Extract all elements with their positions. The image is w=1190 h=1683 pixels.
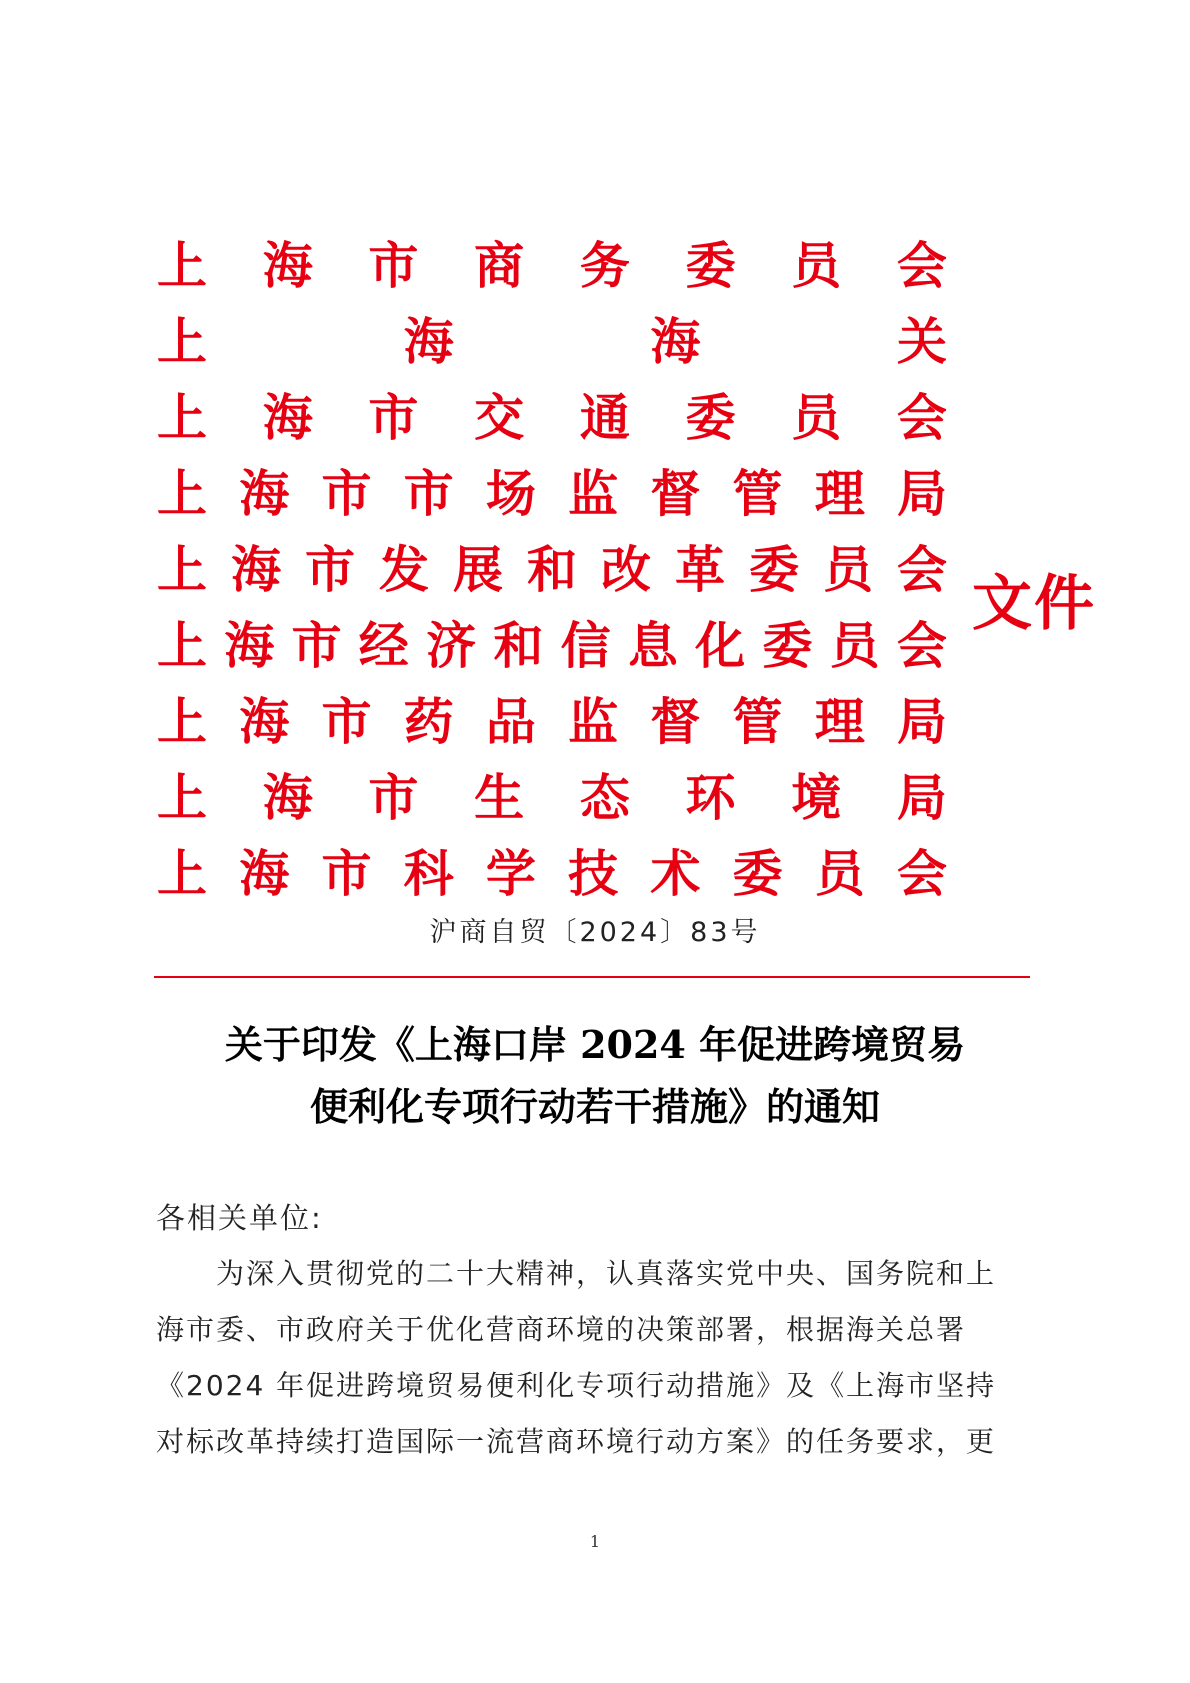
issuer-char: 会 [896,388,947,447]
issuer-char: 改 [601,540,651,599]
issuer-char: 经 [358,616,409,675]
issuer-char: 市 [321,844,372,903]
issuer-char: 上 [157,616,207,675]
issuer-char: 市 [368,388,419,447]
issuer-char: 场 [485,464,536,523]
issuer-char: 务 [579,236,630,295]
issuer-char: 海 [262,236,313,295]
body-text [156,1246,1036,1470]
issuer-char: 信 [560,616,611,675]
issuer-char: 监 [568,692,619,751]
issuer-row [157,836,947,912]
issuer-char: 管 [732,692,783,751]
issuer-char: 态 [579,768,630,827]
issuer-char: 交 [474,388,525,447]
issuer-char: 市 [368,768,419,827]
red-divider [154,976,1030,978]
issuer-char: 科 [403,844,454,903]
issuer-char: 监 [568,464,619,523]
issuer-char: 上 [157,388,207,447]
issuer-char: 环 [685,768,736,827]
issuer-char: 学 [485,844,536,903]
issuer-char: 革 [675,540,725,599]
issuing-agencies [157,228,947,912]
issuer-char: 管 [732,464,783,523]
issuer-char: 会 [896,844,947,903]
issuer-char: 上 [157,540,207,599]
document-title [0,1014,1190,1138]
issuer-char: 理 [814,692,865,751]
issuer-char: 市 [321,464,372,523]
issuer-char: 市 [321,692,372,751]
page-number: 1 [589,1532,601,1551]
issuer-char: 药 [403,692,454,751]
issuer-char: 市 [403,464,454,523]
issuer-row [157,380,947,456]
issuer-char: 上 [157,464,207,523]
issuer-char: 员 [823,540,873,599]
issuer-char: 生 [474,768,525,827]
issuer-char: 委 [685,388,736,447]
issuer-char: 技 [568,844,619,903]
issuer-char: 济 [426,616,477,675]
issuer-char: 海 [262,388,313,447]
issuer-char: 品 [485,692,536,751]
issuer-char: 员 [829,616,880,675]
issuer-char: 海 [262,768,313,827]
issuer-row [157,456,947,532]
issuer-char: 委 [732,844,783,903]
issuer-char: 海 [239,844,290,903]
issuer-char: 局 [896,464,947,523]
issuer-char: 局 [896,692,947,751]
issuer-char: 和 [527,540,577,599]
issuer-char: 商 [474,236,525,295]
issuer-char: 和 [493,616,544,675]
issuer-char: 海 [239,464,290,523]
issuer-row [157,608,947,684]
title-line: 便利化专项行动若干措施》的通知 [309,1084,880,1129]
issuer-char: 通 [579,388,630,447]
issuer-char: 海 [650,312,701,371]
issuer-char: 市 [291,616,342,675]
issuer-char: 市 [305,540,355,599]
issuer-char: 化 [695,616,746,675]
issuer-char: 息 [627,616,678,675]
issuer-char: 会 [896,236,947,295]
issuer-char: 境 [791,768,842,827]
issuer-char: 员 [791,236,842,295]
body-line: 为深入贯彻党的二十大精神，认真落实党中央、国务院和上 [216,1257,997,1290]
issuer-char: 发 [379,540,429,599]
issuer-char: 局 [896,768,947,827]
issuer-char: 海 [231,540,281,599]
issuer-char: 上 [157,692,207,751]
salutation: 各相关单位: [156,1201,323,1235]
issuer-char: 理 [814,464,865,523]
issuer-char: 员 [791,388,842,447]
issuer-char: 员 [814,844,865,903]
issuer-char: 督 [650,464,701,523]
body-line: 《2024 年促进跨境贸易便利化专项行动措施》及《上海市坚持 [156,1369,997,1402]
issuer-char: 上 [157,312,207,371]
issuer-row [157,304,947,380]
issuer-char: 海 [403,312,454,371]
document-suffix: 文件 [972,569,1096,639]
issuer-row [157,684,947,760]
issuer-char: 关 [896,312,947,371]
issuer-char: 上 [157,768,207,827]
issuer-char: 会 [897,540,947,599]
issuer-char: 会 [896,616,947,675]
issuer-char: 术 [650,844,701,903]
issuer-char: 海 [239,692,290,751]
issuer-char: 委 [685,236,736,295]
issuer-char: 督 [650,692,701,751]
body-line: 海市委、市政府关于优化营商环境的决策部署，根据海关总署 [156,1313,967,1346]
issuer-row [157,228,947,304]
body-line: 对标改革持续打造国际一流营商环境行动方案》的任务要求，更 [156,1425,997,1458]
title-line: 关于印发《上海口岸 2024 年促进跨境贸易 [224,1022,966,1067]
document-number: 沪商自贸〔2024〕83号 [429,917,761,948]
issuer-char: 委 [749,540,799,599]
issuer-char: 上 [157,236,207,295]
issuer-char: 市 [368,236,419,295]
issuer-row [157,760,947,836]
issuer-row [157,532,947,608]
issuer-char: 海 [224,616,275,675]
issuer-char: 上 [157,844,207,903]
issuer-char: 展 [453,540,503,599]
issuer-char: 委 [762,616,813,675]
